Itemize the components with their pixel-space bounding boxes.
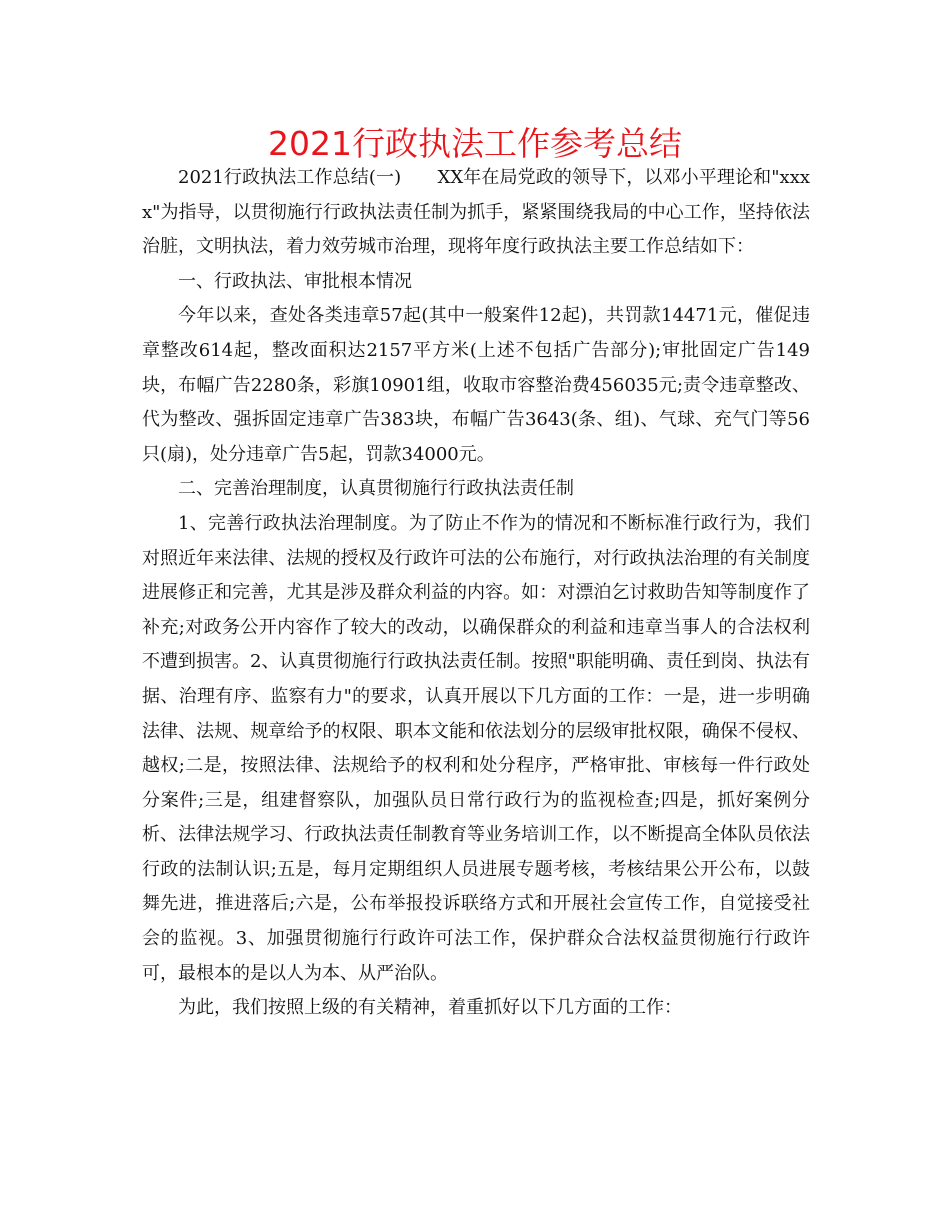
section-heading-1: 一、行政执法、审批根本情况: [178, 270, 412, 292]
section-heading-2: 二、完善治理制度，认真贯彻施行行政执法责任制: [178, 478, 574, 500]
statistics-paragraph: 今年以来，查处各类违章57起(其中一般案件12起)，共罚款14471元，催促违章整改614起，整改面积达2157平方米(上述不包括广告部分);审批固定广告149块，布幅广告2280条，彩旗10901组，收取市容整治费456035元;责令违章整改、代为整改、强拆固定违章广告383块，布幅广告3643(条、组)、气球、充气门等56只(扇)，处分违章广告5起，罚款34000元。: [142, 305, 810, 465]
intro-paragraph: 2021行政执法工作总结(一) XX年在局党政的领导下，以邓小平理论和"xxxx"为指导，以贯彻施行行政执法责任制为抓手，紧紧围绕我局的中心工作，坚持依法治脏，文明执法，着力效劳城市治理，现将年度行政执法主要工作总结如下：: [142, 167, 810, 258]
system-paragraph: 1、完善行政执法治理制度。为了防止不作为的情况和不断标准行政行为，我们对照近年来法律、法规的授权及行政许可法的公布施行，对行政执法治理的有关制度进展修正和完善，尤其是涉及群众利益的内容。如：对漂泊乞讨救助告知等制度作了补充;对政务公开内容作了较大的改动，以确保群众的利益和违章当事人的合法权利不遭到损害。2、认真贯彻施行行政执法责任制。按照"职能明确、责任到岗、执法有据、治理有序、监察有力"的要求，认真开展以下几方面的工作：一是，进一步明确法律、法规、规章给予的权限、职本文能和依法划分的层级审批权限，确保不侵权、越权;二是，按照法律、法规给予的权利和处分程序，严格审批、审核每一件行政处分案件;三是，组建督察队，加强队员日常行政行为的监视检查;四是，抓好案例分析、法律法规学习、行政执法责任制教育等业务培训工作，以不断提高全体队员依法行政的法制认识;五是，每月定期组织人员进展专题考核，考核结果公开公布，以鼓舞先进，推进落后;六是，公布举报投诉联络方式和开展社会宣传工作，自觉接受社会的监视。3、加强贯彻施行行政许可法工作，保护群众合法权益贯彻施行行政许可，最根本的是以人为本、从严治队。: [142, 512, 810, 984]
closing-paragraph: 为此，我们按照上级的有关精神，着重抓好以下几方面的工作：: [178, 997, 682, 1019]
document-body: [142, 161, 810, 1026]
document-title: 2021行政执法工作参考总结: [268, 124, 682, 163]
